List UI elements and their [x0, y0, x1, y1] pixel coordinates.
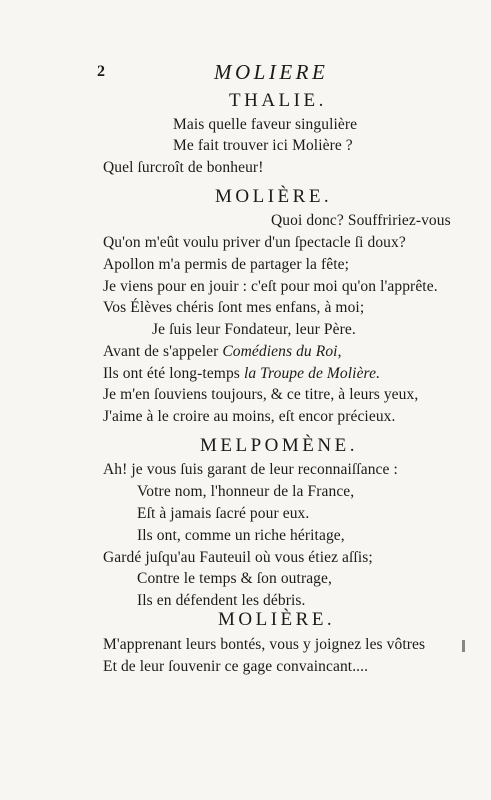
margin-mark	[462, 640, 465, 652]
verse-line: Quoi donc? Souffririez-vous	[271, 212, 451, 229]
speaker-moliere: MOLIÈRE.	[218, 609, 336, 630]
running-head: MOLIERE	[214, 60, 329, 84]
verse-line: Me fait trouver ici Molière ?	[173, 137, 353, 154]
verse-line: Contre le temps & ſon outrage,	[137, 570, 332, 587]
verse-line: J'aime à le croire au moins, eſt encor précieux.	[103, 408, 396, 425]
verse-line: Ils ont, comme un riche héritage,	[137, 527, 345, 544]
verse-italic: Comédiens du Roi	[222, 343, 338, 360]
verse-line: M'apprenant leurs bontés, vous y joignez les vôtres	[103, 636, 426, 653]
verse-line: Ah! je vous ſuis garant de leur reconnaiſſance :	[103, 461, 398, 478]
speaker-moliere: MOLIÈRE.	[215, 186, 333, 207]
page-number: 2	[97, 63, 105, 80]
verse-line: Je viens pour en jouir : c'eſt pour moi qu'on l'apprête.	[103, 278, 438, 295]
verse-line: Ils en défendent les débris.	[137, 592, 306, 609]
verse-text: Ils ont été long-temps	[103, 365, 240, 382]
verse-line	[103, 344, 342, 360]
speaker-thalie: THALIE.	[229, 90, 327, 111]
verse-line: Je ſuis leur Fondateur, leur Père.	[152, 321, 356, 338]
verse-line: Gardé juſqu'au Fauteuil où vous étiez aſſis;	[103, 549, 373, 566]
verse-text: ,	[337, 343, 342, 360]
verse-line: Quel ſurcroît de bonheur!	[103, 159, 264, 176]
verse-text: Avant de s'appeler	[103, 343, 219, 360]
verse-line: Votre nom, l'honneur de la France,	[137, 483, 355, 500]
verse-line: Apollon m'a permis de partager la fête;	[103, 256, 349, 273]
verse-italic: la Troupe de Molière.	[243, 365, 381, 382]
verse-line: Mais quelle faveur singulière	[173, 116, 358, 133]
verse-line	[103, 366, 380, 382]
speaker-melpomene: MELPOMÈNE.	[200, 435, 358, 456]
verse-line: Je m'en ſouviens toujours, & ce titre, à leurs yeux,	[103, 386, 419, 403]
verse-line: Qu'on m'eût voulu priver d'un ſpectacle ſi doux?	[103, 234, 406, 251]
verse-line: Vos Élèves chéris ſont mes enfans, à moi;	[103, 299, 365, 316]
verse-line: Et de leur ſouvenir ce gage convaincant....	[103, 658, 369, 675]
verse-line: Eſt à jamais ſacré pour eux.	[137, 505, 310, 522]
